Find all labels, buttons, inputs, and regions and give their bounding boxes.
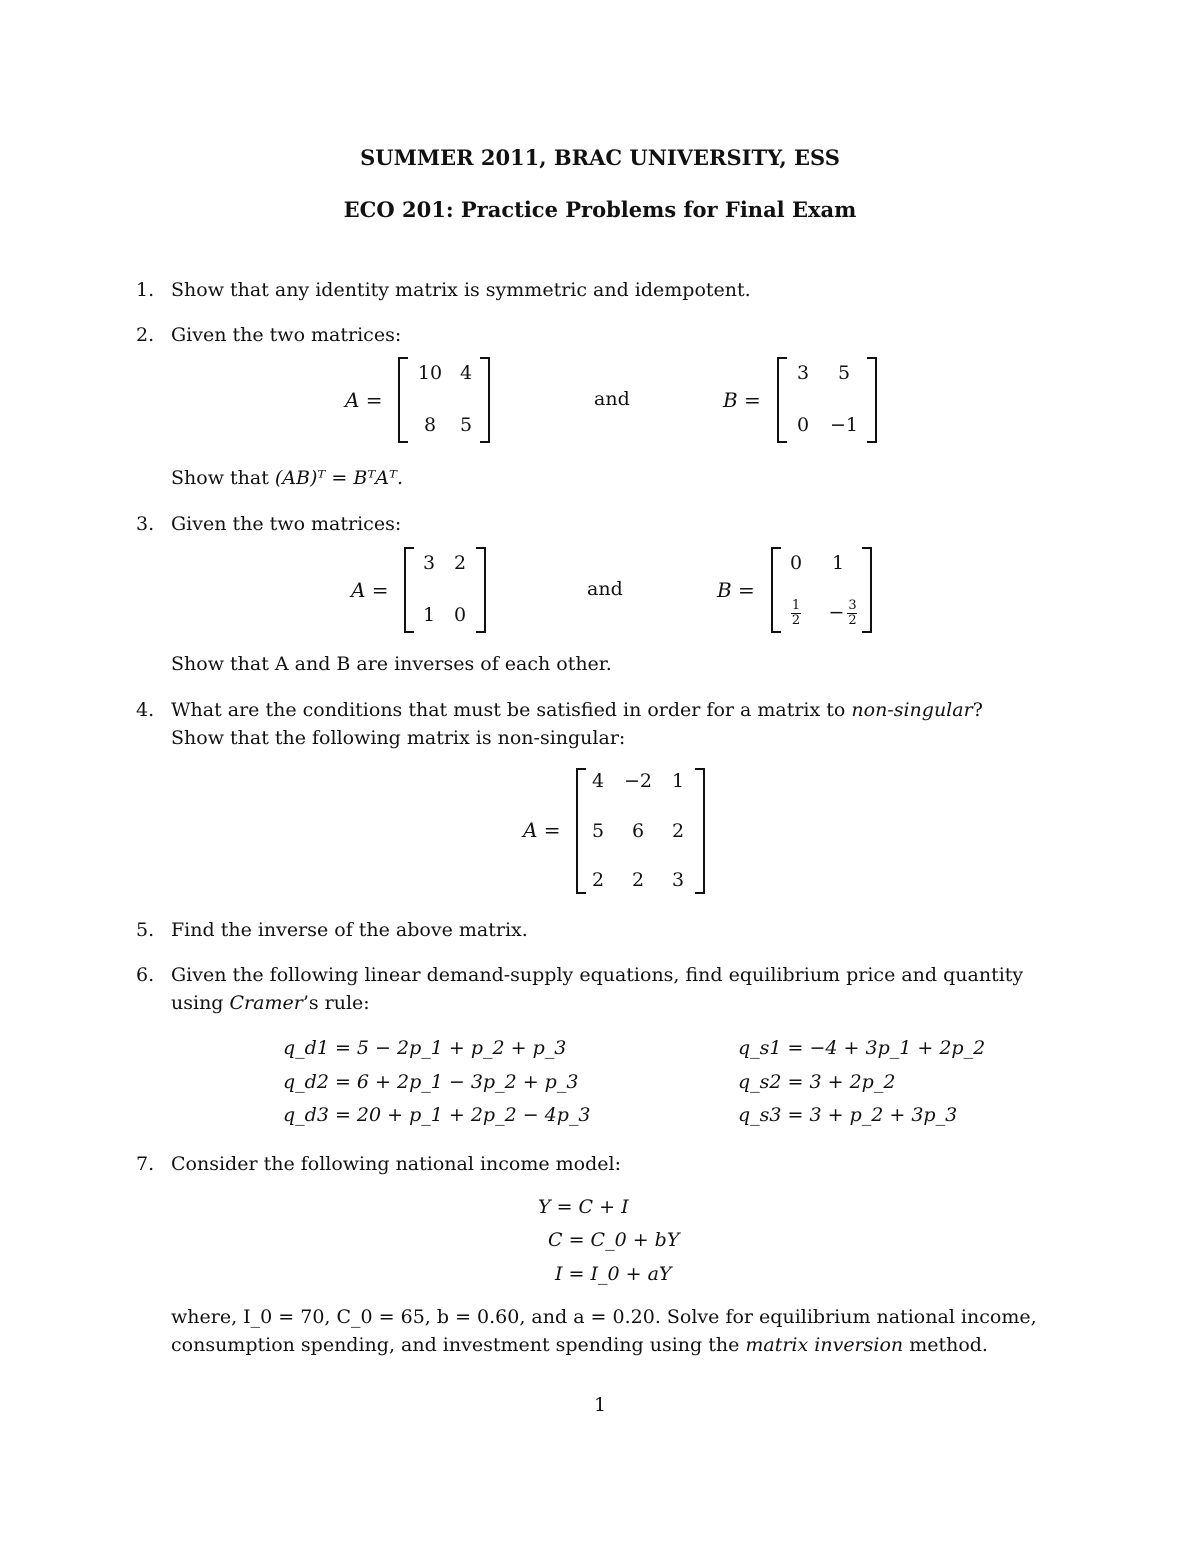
supply-equation: q_s1 = −4 + 3p_1 + 2p_2 (738, 1037, 986, 1059)
model-equation: I = I_0 + aY (555, 1263, 672, 1285)
matrix-cell: 0 (796, 414, 810, 436)
q2-matrix-b-label: B = (723, 388, 761, 412)
q6-line1: Given the following linear demand-supply equations, find equilibrium price and quantity (171, 964, 1024, 986)
q2-show: Show that (AB)ᵀ = BᵀAᵀ. (171, 467, 404, 489)
matrix-cell: 2 (671, 820, 685, 842)
q4-matrix-a-label: A = (523, 818, 561, 842)
q2-and: and (594, 388, 630, 410)
q5-number: 5. (136, 919, 155, 941)
supply-equation: q_s3 = 3 + p_2 + 3p_3 (738, 1104, 958, 1126)
q2-intro: Given the two matrices: (171, 324, 402, 346)
demand-equation: q_d3 = 20 + p_1 + 2p_2 − 4p_3 (283, 1104, 591, 1126)
q2-matrix-a-label: A = (345, 388, 383, 412)
matrix-cell: 6 (631, 820, 645, 842)
q3-number: 3. (136, 513, 155, 535)
matrix-cell: 1 (671, 770, 685, 792)
matrix-cell: 3 (671, 869, 685, 891)
q5-text: Find the inverse of the above matrix. (171, 919, 528, 941)
demand-equation: q_d1 = 5 − 2p_1 + p_2 + p_3 (283, 1037, 567, 1059)
q7-where-line2: consumption spending, and investment spending using the matrix inversion method. (171, 1334, 988, 1356)
matrix-cell: 1 (831, 552, 845, 574)
supply-equation: q_s2 = 3 + 2p_2 (738, 1071, 896, 1093)
model-equation: Y = C + I (538, 1196, 629, 1218)
page-number: 1 (593, 1394, 607, 1416)
matrix-cell: 3 (422, 552, 436, 574)
q4-line1: What are the conditions that must be satisfied in order for a matrix to non-singular? (171, 699, 983, 721)
matrix-cell: 1 (422, 604, 436, 626)
q7-intro: Consider the following national income model: (171, 1153, 621, 1175)
model-equation: C = C_0 + bY (548, 1229, 680, 1251)
q1-text: Show that any identity matrix is symmetric and idempotent. (171, 279, 751, 301)
matrix-cell: 2 (631, 869, 645, 891)
matrix-cell: 0 (453, 604, 467, 626)
header-title: SUMMER 2011, BRAC UNIVERSITY, ESS (360, 145, 840, 170)
matrix-cell: 5 (591, 820, 605, 842)
q3-show: Show that A and B are inverses of each other. (171, 653, 612, 675)
q6-line2: using Cramer’s rule: (171, 992, 370, 1014)
matrix-cell: 2 (591, 869, 605, 891)
q4-number: 4. (136, 699, 155, 721)
matrix-cell: −1 (829, 414, 858, 436)
matrix-cell: −2 (623, 770, 652, 792)
matrix-cell-fraction: − $\frac{3}{2}$ (828, 598, 857, 628)
q7-number: 7. (136, 1153, 155, 1175)
q3-intro: Given the two matrices: (171, 513, 402, 535)
q1-number: 1. (136, 279, 155, 301)
matrix-cell: 8 (423, 414, 437, 436)
matrix-cell: 4 (459, 362, 473, 384)
matrix-cell: 0 (789, 552, 803, 574)
demand-equation: q_d2 = 6 + 2p_1 − 3p_2 + p_3 (283, 1071, 579, 1093)
matrix-cell: 5 (837, 362, 851, 384)
matrix-cell-fraction: $\frac{1}{2}$ (791, 598, 801, 628)
matrix-cell: 4 (591, 770, 605, 792)
q3-matrix-a-label: A = (351, 578, 389, 602)
q3-and: and (587, 578, 623, 600)
matrix-cell: 5 (459, 414, 473, 436)
q6-number: 6. (136, 964, 155, 986)
q4-line2: Show that the following matrix is non-singular: (171, 727, 626, 749)
q7-where-line1: where, I_0 = 70, C_0 = 65, b = 0.60, and a = 0.20. Solve for equilibrium national income, (171, 1306, 1037, 1328)
matrix-cell: 10 (417, 362, 443, 384)
header-subtitle: ECO 201: Practice Problems for Final Exam (343, 197, 857, 222)
matrix-cell: 2 (453, 552, 467, 574)
q3-matrix-b-label: B = (717, 578, 755, 602)
matrix-cell: 3 (796, 362, 810, 384)
q2-number: 2. (136, 324, 155, 346)
